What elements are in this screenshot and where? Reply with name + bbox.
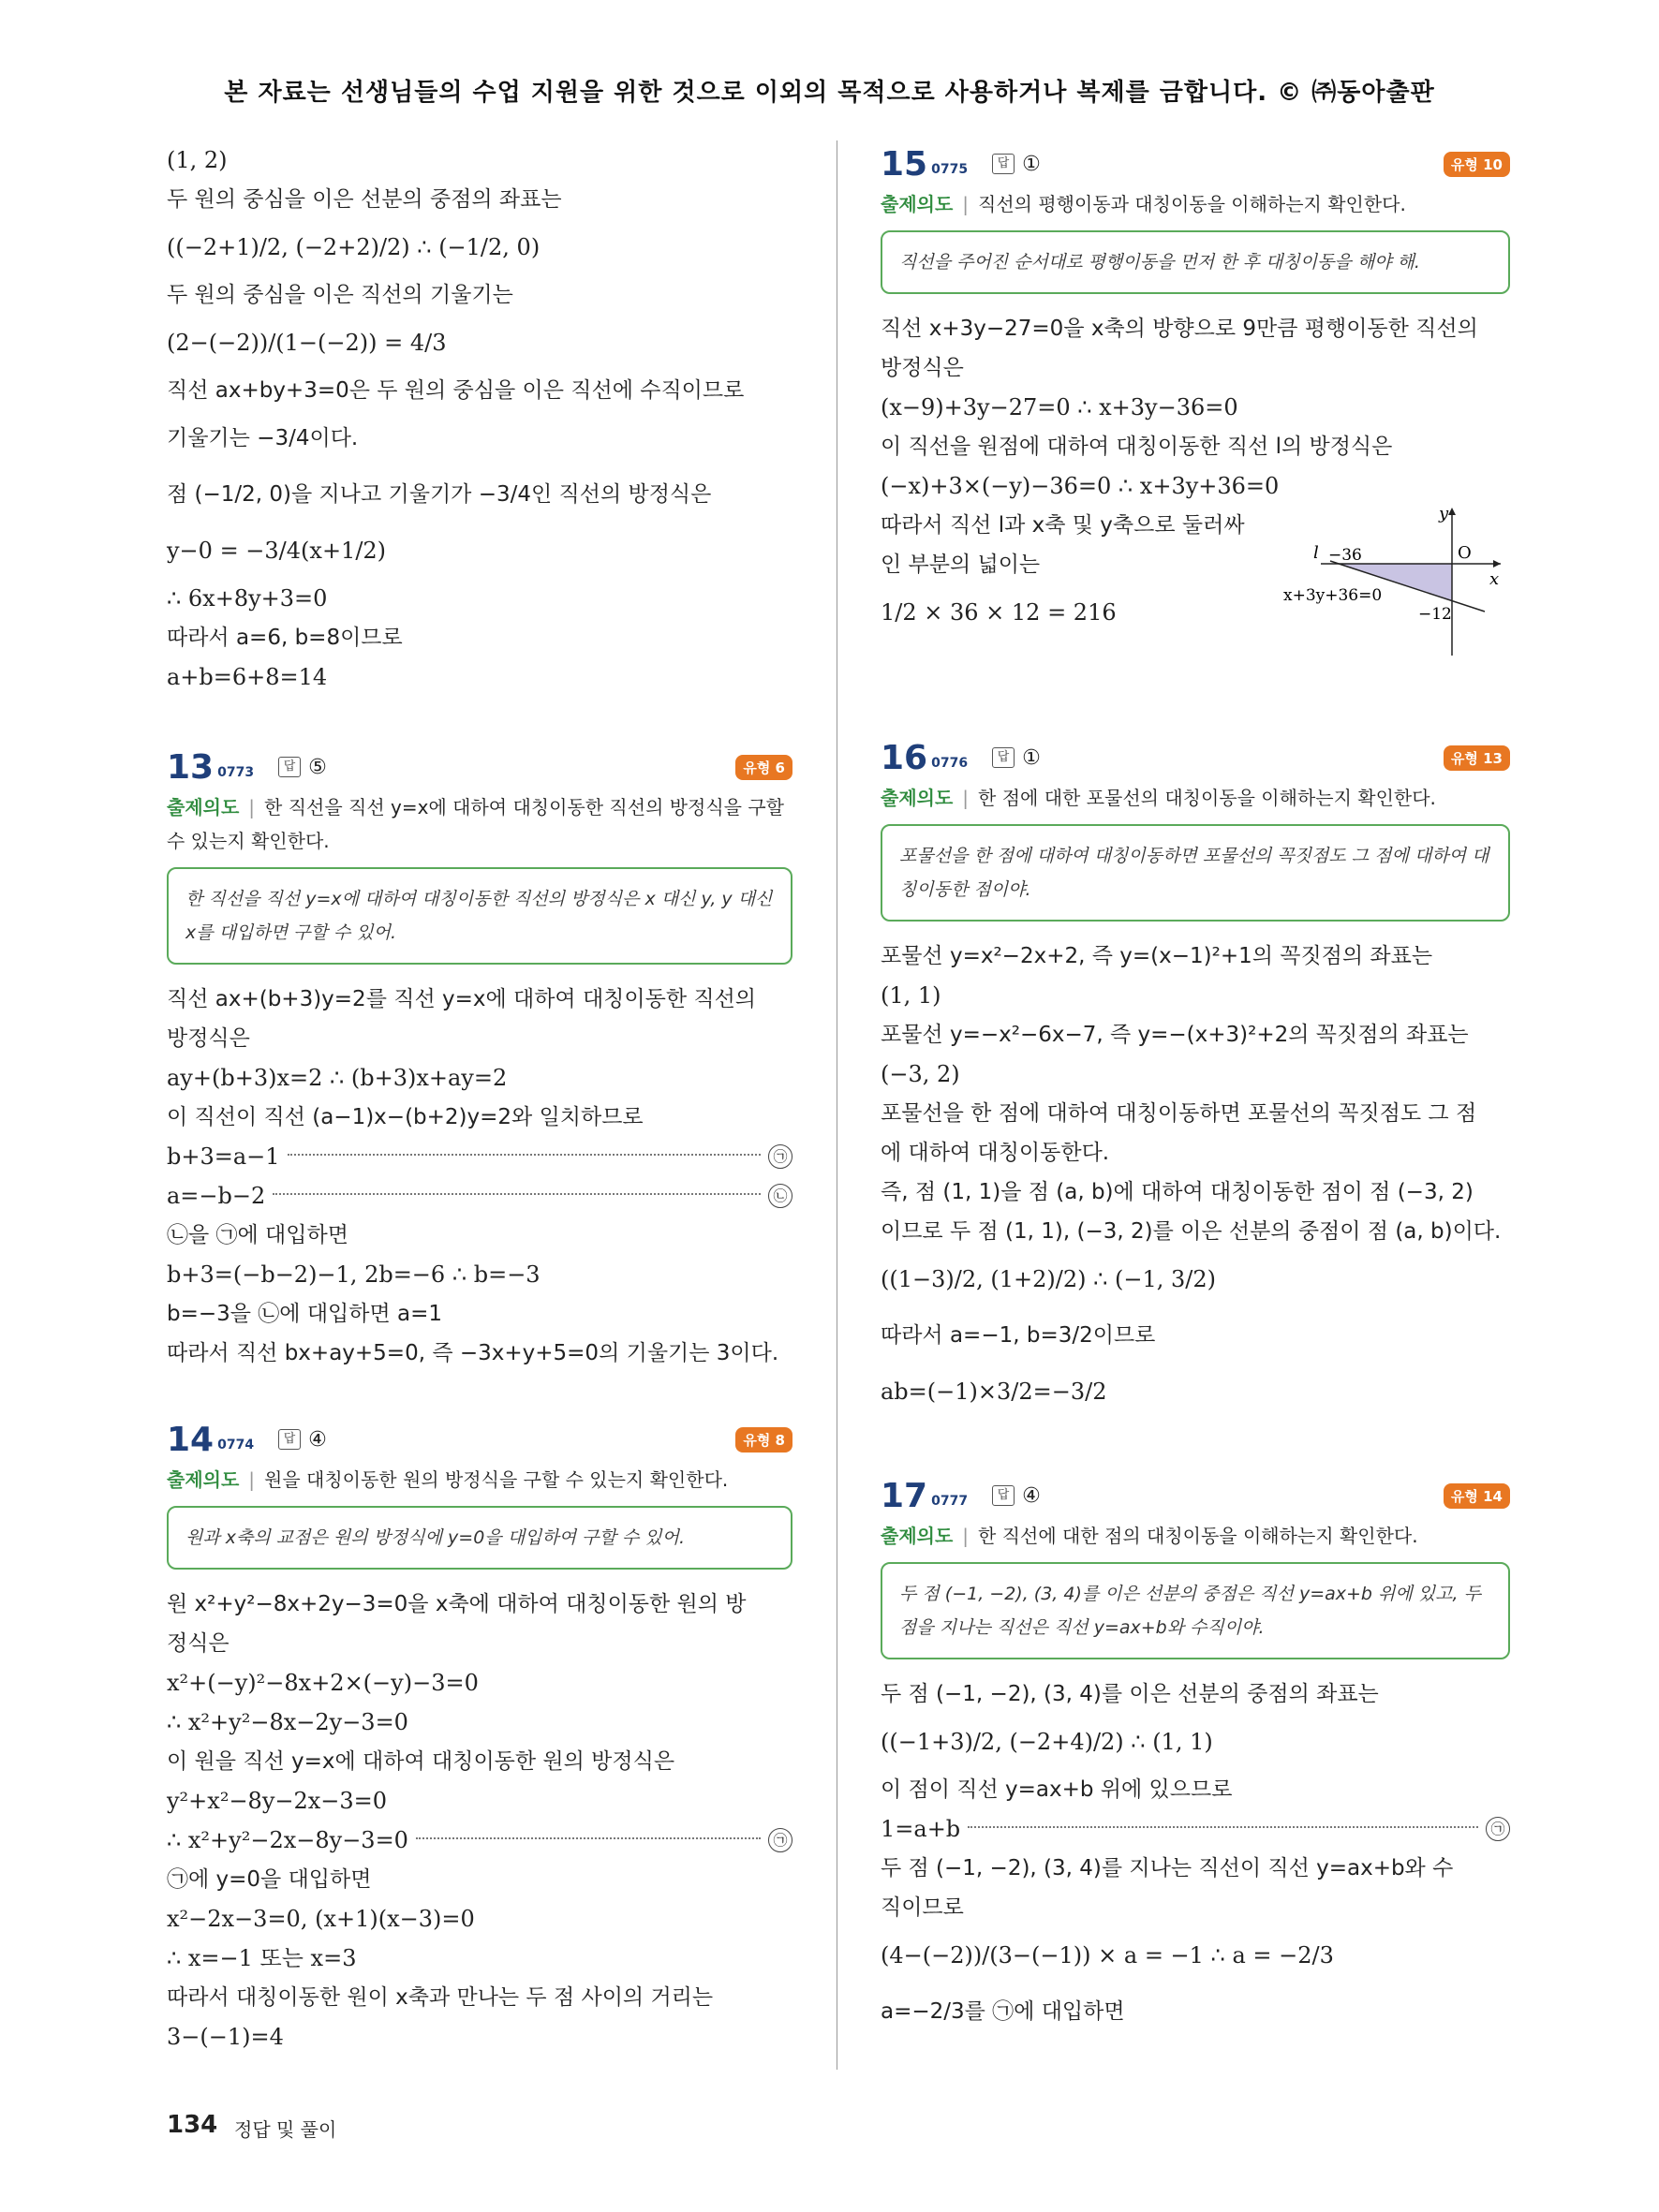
line-equation-label: x+3y+36=0 <box>1283 586 1383 605</box>
solution-line: y²+x²−8y−2x−3=0 <box>167 1788 388 1814</box>
problem-header <box>881 734 1510 781</box>
solution-line: 포물선을 한 점에 대하여 대칭이동하면 포물선의 꼭짓점도 그 점 <box>881 1101 1477 1126</box>
answer-icon: 답 <box>992 747 1015 768</box>
solution-continued <box>167 140 792 697</box>
solution-line: (4−(−2))/(3−(−1)) × a = −1 ∴ a = −2/3 <box>881 1942 1334 1969</box>
solution-line: (x−9)+3y−27=0 ∴ x+3y−36=0 <box>881 394 1238 420</box>
intent-body: 직선의 평행이동과 대칭이동을 이해하는지 확인한다. <box>978 193 1406 215</box>
intent-label: 출제의도 <box>167 796 240 818</box>
problem-header <box>167 1416 792 1463</box>
solution-line: 따라서 직선 bx+ay+5=0, 즉 −3x+y+5=0의 기울기는 3이다. <box>167 1341 779 1365</box>
solution-line: 원 x²+y²−8x+2y−3=0을 x축에 대하여 대칭이동한 원의 방 <box>167 1592 747 1616</box>
solution-line: a+b=6+8=14 <box>167 664 328 690</box>
solution-line: x²−2x−3=0, (x+1)(x−3)=0 <box>167 1906 475 1932</box>
equation-mark: ㉠ <box>768 1828 792 1852</box>
problem-13 <box>167 744 792 1373</box>
answer-icon: 답 <box>992 154 1015 174</box>
solution-line: ab=(−1)×3/2=−3/2 <box>881 1379 1107 1405</box>
labeled-equation <box>167 1821 792 1860</box>
right-column <box>881 140 1510 2040</box>
equation: a=−b−2 <box>167 1183 266 1209</box>
intent-label: 출제의도 <box>881 787 954 809</box>
origin-label: O <box>1458 543 1472 563</box>
solution-line: 정식은 <box>167 1631 230 1656</box>
solution-line: 에 대하여 대칭이동한다. <box>881 1141 1110 1165</box>
labeled-equation <box>167 1176 792 1216</box>
solution-line: 점 (−1/2, 0)을 지나고 기울기가 −3/4인 직선의 방정식은 <box>167 482 712 507</box>
solution-line: 직선 ax+(b+3)y=2를 직선 y=x에 대하여 대칭이동한 직선의 <box>167 987 757 1011</box>
solution-line: 방정식은 <box>881 356 964 380</box>
solution-line: 두 점 (−1, −2), (3, 4)를 지나는 직선이 직선 y=ax+b와 수 <box>881 1856 1454 1880</box>
problem-header <box>167 744 792 790</box>
solution-line: ((−2+1)/2, (−2+2)/2) ∴ (−1/2, 0) <box>167 234 541 260</box>
labeled-equation <box>167 1137 792 1176</box>
solution-line: ((1−3)/2, (1+2)/2) ∴ (−1, 3/2) <box>881 1266 1216 1292</box>
solution-line: (1, 1) <box>881 982 941 1009</box>
solution-line: 직선 x+3y−27=0을 x축의 방향으로 9만큼 평행이동한 직선의 <box>881 317 1478 341</box>
y-axis-arrow <box>1448 508 1456 515</box>
equation: 1=a+b <box>881 1816 961 1842</box>
x-axis-label: x <box>1489 569 1500 589</box>
x-intercept-label: −36 <box>1328 546 1362 565</box>
problem-15 <box>881 140 1510 641</box>
type-badge: 유형 6 <box>735 755 792 780</box>
solution-line: ((−1+3)/2, (−2+4)/2) ∴ (1, 1) <box>881 1729 1213 1755</box>
hint-box: 포물선을 한 점에 대하여 대칭이동하면 포물선의 꼭짓점도 그 점에 대하여 대칭이동한 점이야. <box>881 824 1510 922</box>
problem-14 <box>167 1416 792 2057</box>
problem-number: 14 <box>167 1420 215 1459</box>
equation: b+3=a−1 <box>167 1143 280 1170</box>
answer-value: ④ <box>1022 1483 1041 1508</box>
solution-line: ay+(b+3)x=2 ∴ (b+3)x+ay=2 <box>167 1065 508 1091</box>
hint-box: 직선을 주어진 순서대로 평행이동을 먼저 한 후 대칭이동을 해야 해. <box>881 230 1510 294</box>
solution-line: ∴ x²+y²−8x−2y−3=0 <box>167 1709 408 1735</box>
footer-label: 정답 및 풀이 <box>234 2118 337 2141</box>
solution-line: 포물선 y=x²−2x+2, 즉 y=(x−1)²+1의 꼭짓점의 좌표는 <box>881 944 1433 968</box>
solution-line: ㉠에 y=0을 대입하면 <box>167 1867 372 1892</box>
line-label: l <box>1313 543 1319 563</box>
solution-line: 직선 ax+by+3=0은 두 원의 중심을 이은 직선에 수직이므로 <box>167 378 745 403</box>
answer-value: ⑤ <box>308 755 327 779</box>
solution-line: ㉡을 ㉠에 대입하면 <box>167 1223 348 1247</box>
solution-line: 두 원의 중심을 이은 선분의 중점의 좌표는 <box>167 187 562 212</box>
solution-line: 방정식은 <box>167 1026 250 1051</box>
solution-line: a=−2/3를 ㉠에 대입하면 <box>881 1999 1125 2024</box>
problem-number: 17 <box>881 1476 928 1515</box>
hint-box: 한 직선을 직선 y=x에 대하여 대칭이동한 직선의 방정식은 x 대신 y, y 대신 x를 대입하면 구할 수 있어. <box>167 867 792 965</box>
problem-16 <box>881 734 1510 1420</box>
intent-text: 출제의도 | 직선의 평행이동과 대칭이동을 이해하는지 확인한다. <box>881 193 1406 215</box>
answer-value: ① <box>1022 745 1041 770</box>
page-number: 134 <box>167 2111 218 2139</box>
solution-line: (2−(−2))/(1−(−2)) = 4/3 <box>167 330 447 356</box>
type-badge: 유형 10 <box>1444 152 1510 177</box>
solution-line: 따라서 a=6, b=8이므로 <box>167 626 403 650</box>
problem-header <box>881 1472 1510 1519</box>
solution-line: (−x)+3×(−y)−36=0 ∴ x+3y+36=0 <box>881 473 1280 499</box>
solution-line: 두 점 (−1, −2), (3, 4)를 이은 선분의 중점의 좌표는 <box>881 1682 1379 1706</box>
copyright-notice: 본 자료는 선생님들의 수업 지원을 위한 것으로 이외의 목적으로 사용하거나 복제를 금합니다. © ㈜동아출판 <box>224 79 1435 107</box>
problem-header <box>881 140 1510 187</box>
answer-icon: 답 <box>278 1429 301 1450</box>
answer-icon: 답 <box>278 757 301 777</box>
solution-line: 3−(−1)=4 <box>167 2024 284 2050</box>
type-badge: 유형 13 <box>1444 745 1510 771</box>
intent-text: 출제의도 | 한 점에 대한 포물선의 대칭이동을 이해하는지 확인한다. <box>881 787 1436 809</box>
solution-line: 즉, 점 (1, 1)을 점 (a, b)에 대하여 대칭이동한 점이 점 (−3, 2) <box>881 1180 1474 1204</box>
solution-line: 1/2 × 36 × 12 = 216 <box>881 599 1117 626</box>
solution-line: y−0 = −3/4(x+1/2) <box>167 538 387 564</box>
solution-line: b=−3을 ㉡에 대입하면 a=1 <box>167 1302 443 1326</box>
answer-value: ① <box>1022 152 1041 176</box>
answer-value: ④ <box>308 1427 327 1452</box>
hint-box: 원과 x축의 교점은 원의 방정식에 y=0을 대입하여 구할 수 있어. <box>167 1506 792 1570</box>
problem-17 <box>881 1472 1510 2040</box>
intent-label: 출제의도 <box>881 193 954 215</box>
solution-line: x²+(−y)²−8x+2×(−y)−3=0 <box>167 1670 479 1696</box>
intent-label: 출제의도 <box>881 1525 954 1547</box>
answer-icon: 답 <box>992 1485 1015 1506</box>
labeled-equation <box>881 1809 1510 1849</box>
type-badge: 유형 8 <box>735 1427 792 1453</box>
solution-line: 따라서 직선 l과 x축 및 y축으로 둘러싸 <box>881 513 1245 538</box>
solution-line: 인 부분의 넓이는 <box>881 553 1041 577</box>
solution-line: 따라서 a=−1, b=3/2이므로 <box>881 1323 1156 1348</box>
type-badge: 유형 14 <box>1444 1483 1510 1509</box>
problem-code: 0777 <box>931 1494 969 1509</box>
triangle-graph <box>1283 502 1508 661</box>
left-column <box>167 140 792 2057</box>
x-axis-arrow <box>1493 560 1501 568</box>
problem-code: 0775 <box>931 162 969 177</box>
intent-text: 출제의도 | 한 직선에 대한 점의 대칭이동을 이해하는지 확인한다. <box>881 1525 1418 1547</box>
solution-line: 이 직선이 직선 (a−1)x−(b+2)y=2와 일치하므로 <box>167 1105 644 1129</box>
equation-mark: ㉡ <box>768 1184 792 1208</box>
solution-line: 두 원의 중심을 이은 직선의 기울기는 <box>167 283 513 307</box>
problem-code: 0773 <box>217 765 255 780</box>
solution-line: 기울기는 −3/4이다. <box>167 426 359 450</box>
solution-line: 이므로 두 점 (1, 1), (−3, 2)를 이은 선분의 중점이 점 (a, b)이다. <box>881 1219 1502 1244</box>
intent-body: 한 직선을 직선 y=x에 대하여 대칭이동한 직선의 방정식을 구할 수 있는지 확인한다. <box>167 796 784 852</box>
intent-text: 출제의도 | 원을 대칭이동한 원의 방정식을 구할 수 있는지 확인한다. <box>167 1468 729 1491</box>
solution-line: 이 점이 직선 y=ax+b 위에 있으므로 <box>881 1777 1233 1802</box>
y-axis-label: y <box>1439 504 1449 524</box>
solution-line: 따라서 대칭이동한 원이 x축과 만나는 두 점 사이의 거리는 <box>167 1985 714 2010</box>
solution-line: (−3, 2) <box>881 1061 960 1087</box>
solution-line: ∴ 6x+8y+3=0 <box>167 585 328 612</box>
solution-line: 이 직선을 원점에 대하여 대칭이동한 직선 l의 방정식은 <box>881 435 1393 459</box>
problem-number: 13 <box>167 747 215 787</box>
problem-number: 16 <box>881 738 928 777</box>
intent-body: 원을 대칭이동한 원의 방정식을 구할 수 있는지 확인한다. <box>264 1468 729 1491</box>
intent-body: 한 직선에 대한 점의 대칭이동을 이해하는지 확인한다. <box>978 1525 1418 1547</box>
solution-line: (1, 2) <box>167 147 228 173</box>
solution-line: 이 원을 직선 y=x에 대하여 대칭이동한 원의 방정식은 <box>167 1749 675 1774</box>
equation-mark: ㉠ <box>1486 1817 1510 1841</box>
solution-line: b+3=(−b−2)−1, 2b=−6 ∴ b=−3 <box>167 1261 541 1288</box>
solution-line: 직이므로 <box>881 1895 964 1920</box>
y-intercept-label: −12 <box>1418 605 1452 624</box>
intent-text: 출제의도 | 한 직선을 직선 y=x에 대하여 대칭이동한 직선의 방정식을 구할 수 있는지 확인한다. <box>167 796 784 852</box>
problem-code: 0776 <box>931 756 969 771</box>
solution-line: ∴ x=−1 또는 x=3 <box>167 1945 357 1971</box>
hint-box: 두 점 (−1, −2), (3, 4)를 이은 선분의 중점은 직선 y=ax+b 위에 있고, 두 점을 지나는 직선은 직선 y=ax+b와 수직이야. <box>881 1562 1510 1659</box>
solution-line: 포물선 y=−x²−6x−7, 즉 y=−(x+3)²+2의 꼭짓점의 좌표는 <box>881 1023 1469 1047</box>
problem-code: 0774 <box>217 1438 255 1453</box>
equation: ∴ x²+y²−2x−8y−3=0 <box>167 1827 408 1853</box>
equation-mark: ㉠ <box>768 1144 792 1169</box>
intent-body: 한 점에 대한 포물선의 대칭이동을 이해하는지 확인한다. <box>978 787 1436 809</box>
problem-number: 15 <box>881 144 928 184</box>
intent-label: 출제의도 <box>167 1468 240 1491</box>
